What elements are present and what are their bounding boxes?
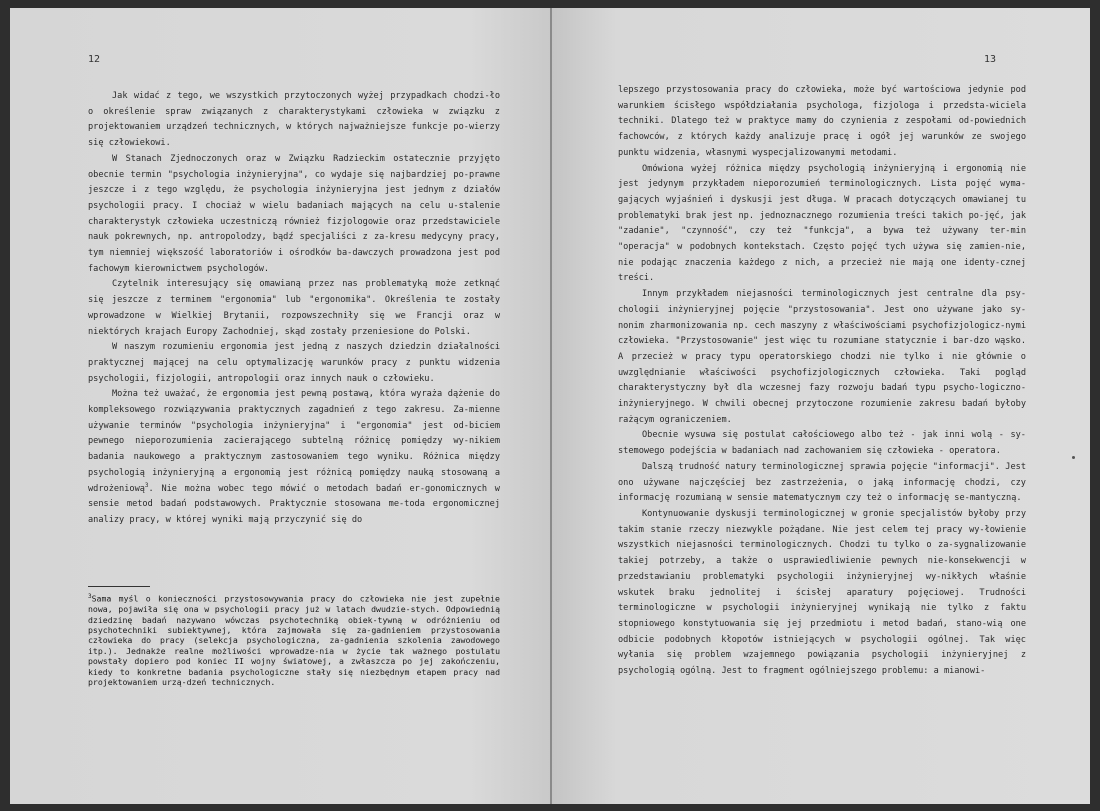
scan-speck — [1072, 456, 1075, 459]
footnote-divider — [88, 586, 150, 587]
paragraph-text: . Nie można wobec tego mówić o metodach badań er-gonomicznych w sensie metod badań podstawowych. Praktycznie stosowana me-toda ergonomicznej analizy pracy, w której wyniki mają przyczynić się do — [88, 483, 500, 525]
paragraph: Jak widać z tego, we wszystkich przytoczonych wyżej przypadkach chodzi-ło o określenie spraw związanych z charakterystykami człowieka w związku z projektowaniem urządzeń technicznych, w których najważniejsze funkcje po-wierzy się człowiekowi. — [88, 91, 500, 149]
book-spread — [10, 8, 1090, 804]
paragraph: Innym przykładem niejasności terminologicznych jest centralne dla psy-chologii inżynieryjnej pojęcie "przystosowania". Jest ono używane jako sy-nonim zharmonizowania np. cech maszyny z właściwościami psychofizjologicz-nymi człowieka. "Przystosowanie" jest więc tu rozumiane statycznie i bar-dzo wąsko. A przecież w pracy typu operatorskiego chodzi nie tylko i nie głównie o uwzględnianie właściwości psychofizjologicznych człowieka. Taki pogląd charakterystyczny był dla wczesnej fazy rozwoju badań typu psycho-logiczno-inżynieryjnego. W chwili obecnej przytoczone rozumienie zakresu badań byłoby rażącym ograniczeniem. — [618, 289, 1026, 425]
paragraph: W naszym rozumieniu ergonomia jest jedną z naszych dziedzin działalności praktycznej mającej na celu optymalizację warunków pracy z punktu widzenia psychologii, fizjologii, antropologii oraz innych nauk o człowieku. — [88, 342, 500, 384]
paragraph: Omówiona wyżej różnica między psychologią inżynieryjną i ergonomią nie jest jedynym przykładem nieporozumień terminologicznych. Lista pojęć wyma-gających wyjaśnień i dyskusji jest długa. W pracach dotyczących omawianej tu problematyki brak jest np. jednoznacznego rozumienia treści takich po-jęć, jak "zadanie", "czynność", czy też "funkcja", a bywa też używany ter-min "operacja" w podobnych kontekstach. Często pojęć tych używa się zamien-nie, nie podając znaczenia każdego z nich, a przecież nie mają one identy-cznej treści. — [618, 163, 1026, 284]
body-text — [618, 83, 1026, 680]
footnote-mark: 3 — [88, 593, 92, 600]
paragraph: Dalszą trudność natury terminologicznej sprawia pojęcie "informacji". Jest ono używane najczęściej bez zastrzeżenia, o jaką informację chodzi, czy informację rozumianą w sensie matematycznym czy też o informację se-mantyczną. — [618, 461, 1026, 504]
left-page — [10, 8, 550, 804]
footnote-text: Sama myśl o konieczności przystosowywania pracy do człowieka nie jest zupełnie nowa, pojawiła się ona w psychologii pracy już w latach dwudzie-stych. Odpowiednią dziedzinę badań nazywano wówczas psychotechniką obiek-tywną w odróżnieniu od psychotechniki subiektywnej, która zajmowała się za-gadnieniem przystosowania człowieka do pracy (selekcja psychologiczna, za-gadnienia szkolenia zawodowego itp.). Jednakże realne możliwości wprowadze-nia w życie tak ważnego postulatu powstały dopiero pod koniec II wojny światowej, a zwłaszcza po jej zakończeniu, kiedy to konkretne badania psychologiczne stały się niezbędnym etapem pracy nad projektowaniem urzą-dzeń technicznych. — [88, 593, 500, 687]
paragraph: Kontynuowanie dyskusji terminologicznej w gronie specjalistów byłoby przy takim stanie rzeczy niezwykle pożądane. Nie jest celem tej pracy wy-łowienie wszystkich niejasności terminologicznych. Chodzi tu tylko o za-sygnalizowanie takiej potrzeby, a także o usprawiedliwienie pewnych nie-konsekwencji w przedstawianiu problematyki psychologii inżynieryjnej wy-nikłych właśnie wskutek braku jednolitej i ścisłej aparatury pojęciowej. Trudności terminologiczne w psychologii inżynieryjnej wynikają nie tylko z faktu stopniowego konstytuowania się jej przedmiotu i metod badań, stano-wią one odbicie podobnych kłopotów istniejących w psychologii ogólnej. Tak więc wyłania się problem wzajemnego powiązania psychologii inżynieryjnej z psychologią ogólną. Jest to fragment ogólniejszego problemu: a mianowi- — [618, 508, 1026, 677]
page-number: 12 — [88, 54, 101, 65]
paragraph: W Stanach Zjednoczonych oraz w Związku Radzieckim ostatecznie przyjęto obecnie termin "psychologia inżynieryjna", co wydaje się najbardziej po-prawne jeszcze i z tego względu, że psychologia inżynieryjna jest jednym z działów psychologii pracy. I chociaż w wielu badaniach mających na celu u-stalenie charakterystyk człowieka uczestniczą również fizjologowie oraz przedstawiciele nauk pokrewnych, np. antropolodzy, bądź specjaliści z za-kresu medycyny pracy, tym niemniej większość laboratoriów i ośrodków ba-dawczych prowadzona jest pod fachowym kierownictwem psychologów. — [88, 153, 500, 274]
paragraph-text: Można też uważać, że ergonomia jest pewną postawą, która wyraża dążenie do kompleksowego rozwiązywania praktycznych zagadnień z tego zakresu. Za-mienne używanie terminów "psychologia inżynieryjna" i "ergonomia" jest od-biciem pewnego nieporozumienia zacierającego subtelną różnicę pomiędzy wy-nikiem badania naukowego a praktycznym zastosowaniem tego wyniku. Różnica między psychologią inżynieryjną a ergonomią jest różnicą pomiędzy nauką stosowaną a wdrożeniową — [88, 389, 500, 494]
footnote — [88, 592, 500, 687]
paragraph: lepszego przystosowania pracy do człowieka, może być wartościowa jedynie pod warunkiem ścisłego współdziałania psychologa, fizjologa i przedsta-wiciela techniki. Dlatego też w praktyce mamy do czynienia z zespołami od-powiednich fachowców, z których każdy analizuje pracę i ogół jej warunków ze swojego punktu widzenia, własnymi wyspecjalizowanymi metodami. — [618, 85, 1026, 158]
body-text — [88, 89, 500, 529]
right-page — [552, 8, 1090, 804]
paragraph: Czytelnik interesujący się omawianą przez nas problematyką może zetknąć się jeszcze z terminem "ergonomia" lub "ergonomika". Określenia te zostały wprowadzone w Wielkiej Brytanii, rozpowszechniły się we Francji oraz w niektórych krajach Europy Zachodniej, skąd zostały przeniesione do Polski. — [88, 279, 500, 337]
paragraph — [88, 387, 500, 528]
page-number: 13 — [984, 54, 997, 65]
paragraph: Obecnie wysuwa się postulat całościowego albo też - jak inni wolą - sy-stemowego podejścia w badaniach nad zachowaniem się człowieka - operatora. — [618, 430, 1026, 457]
footnote-reference: 3 — [144, 481, 149, 489]
